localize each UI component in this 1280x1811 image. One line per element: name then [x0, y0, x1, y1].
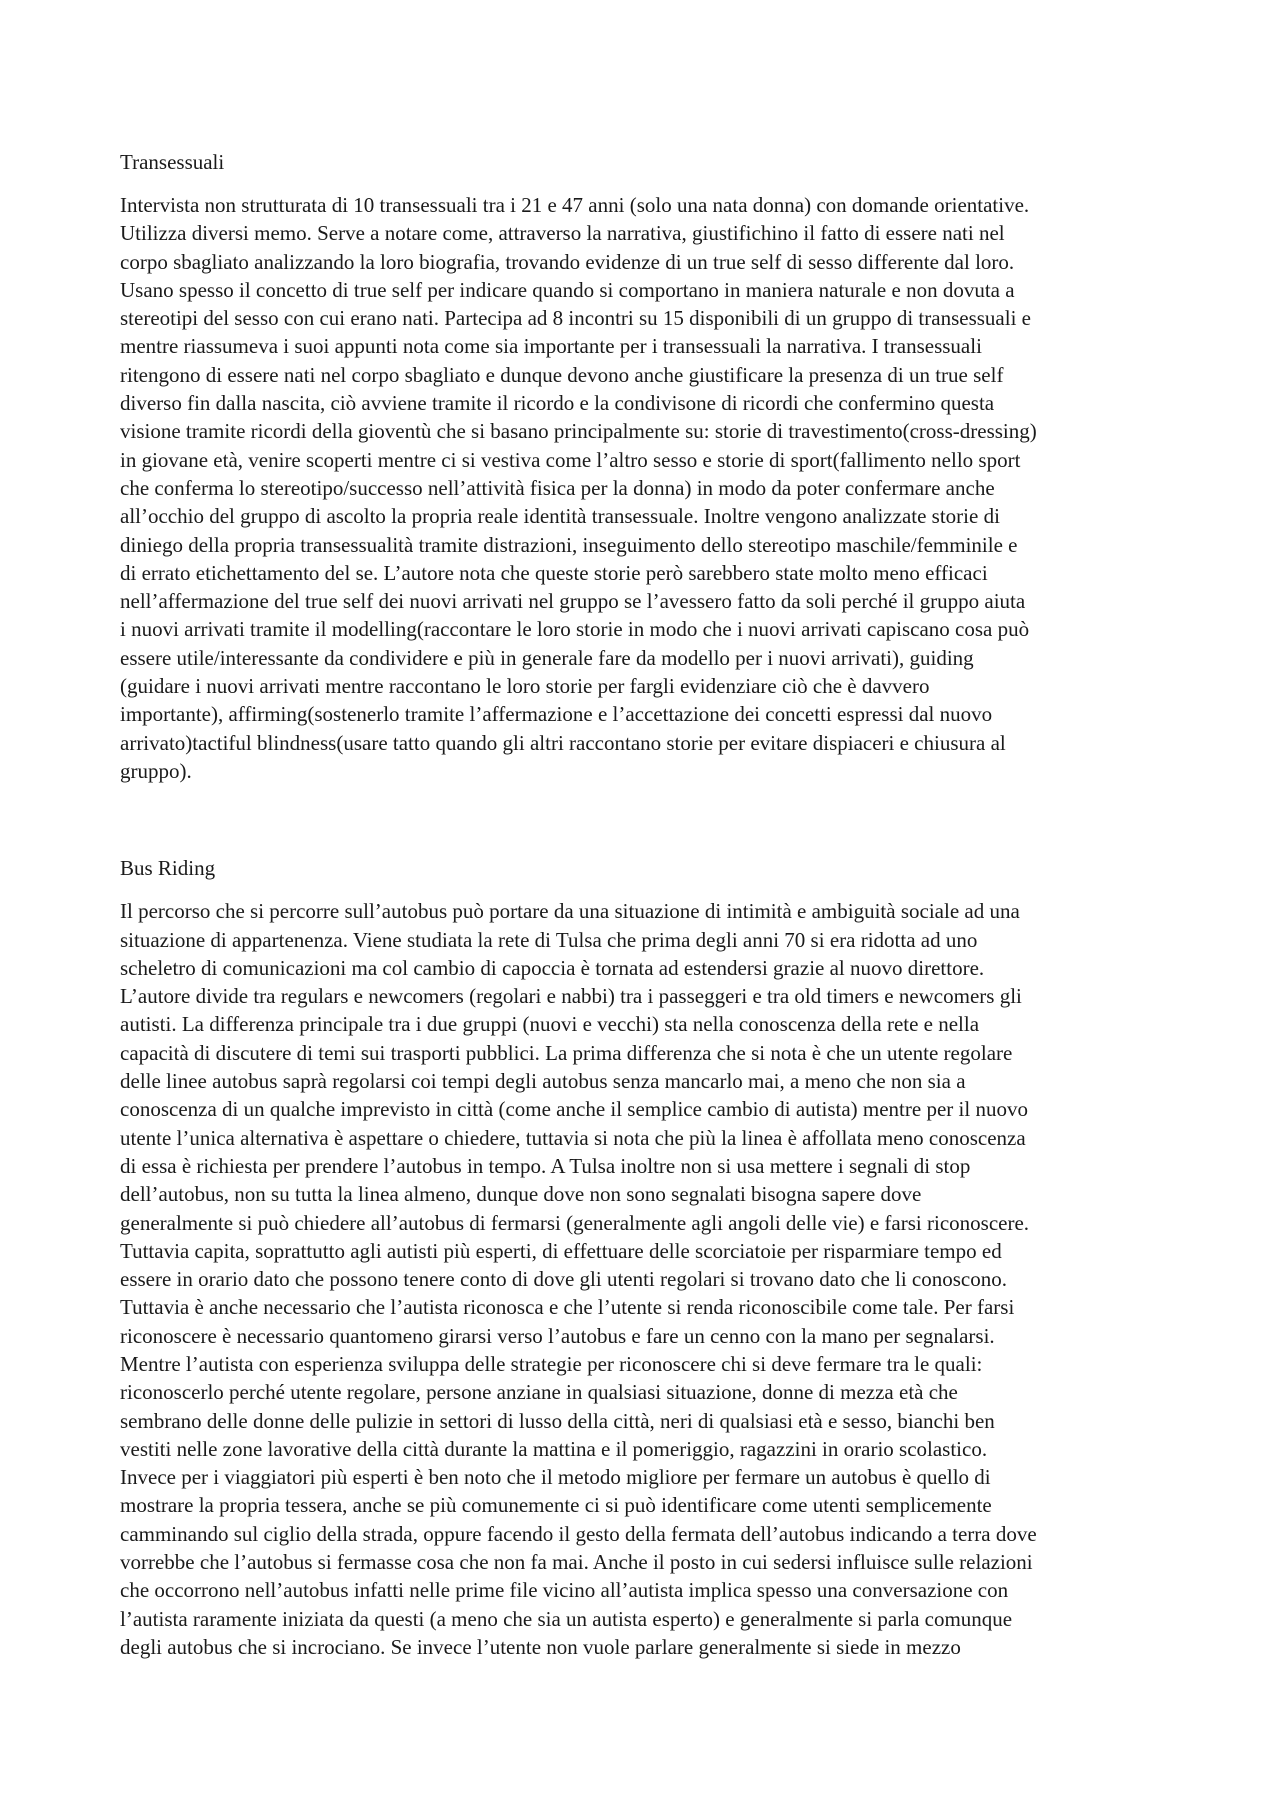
text-line: L’autore divide tra regulars e newcomers (regolari e nabbi) tra i passeggeri e tra old timers e newcomers gli [120, 984, 1022, 1009]
text-line: degli autobus che si incrociano. Se invece l’utente non vuole parlare generalmente si siede in mezzo [120, 1634, 961, 1659]
text-line: situazione di appartenenza. Viene studiata la rete di Tulsa che prima degli anni 70 si era ridotta ad uno [120, 927, 978, 952]
text-line: essere utile/interessante da condividere e più in generale fare da modello per i nuovi arrivati), guiding [120, 645, 974, 670]
section-title-bus-riding: Bus Riding [120, 856, 216, 881]
text-line: gruppo). [120, 758, 192, 783]
text-line: che occorrono nell’autobus infatti nelle prime file vicino all’autista implica spesso una conversazione con [120, 1578, 1009, 1603]
section-body-transessuali [120, 191, 1170, 785]
text-line: Tuttavia capita, soprattutto agli autisti più esperti, di effettuare delle scorciatoie per risparmiare tempo ed [120, 1238, 1002, 1263]
text-line: all’occhio del gruppo di ascolto la propria reale identità transessuale. Inoltre vengono analizzate storie di [120, 504, 1000, 529]
text-line: nell’affermazione del true self dei nuovi arrivati nel gruppo se l’avessero fatto da soli perché il gruppo aiuta [120, 589, 1026, 614]
text-line: (guidare i nuovi arrivati mentre raccontano le loro storie per fargli evidenziare ciò che è davvero [120, 674, 930, 699]
text-line: generalmente si può chiedere all’autobus di fermarsi (generalmente agli angoli delle vie) e farsi riconoscere. [120, 1210, 1030, 1235]
text-line: in giovane età, venire scoperti mentre ci si vestiva come l’altro sesso e storie di sport(fallimento nello sport [120, 447, 1021, 472]
text-line: l’autista raramente iniziata da questi (a meno che sia un autista esperto) e generalmente si parla comunque [120, 1606, 1013, 1631]
text-line: conoscenza di un qualche imprevisto in città (come anche il semplice cambio di autista) mentre per il nuovo [120, 1097, 1028, 1122]
text-line: dell’autobus, non su tutta la linea almeno, dunque dove non sono segnalati bisogna sapere dove [120, 1182, 922, 1207]
section-title-transessuali: Transessuali [120, 150, 225, 174]
text-line: capacità di discutere di temi sui trasporti pubblici. La prima differenza che si nota è che un utente regolare [120, 1040, 1013, 1065]
text-line: utente l’unica alternativa è aspettare o chiedere, tuttavia si nota che più la linea è affollata meno conoscenza [120, 1125, 1026, 1150]
text-line: diverso fin dalla nascita, ciò avviene tramite il ricordo e la condivisone di ricordi che confermino questa [120, 391, 995, 416]
text-line: essere in orario dato che possono tenere conto di dove gli utenti regolari si trovano dato che li conoscono. [120, 1267, 1007, 1292]
text-line: sembrano delle donne delle pulizie in settori di lusso della città, neri di qualsiasi età e sesso, bianchi ben [120, 1408, 995, 1433]
text-line: Utilizza diversi memo. Serve a notare come, attraverso la narrativa, giustifichino il fatto di essere nati nel [120, 221, 1005, 246]
text-line: Invece per i viaggiatori più esperti è ben noto che il metodo migliore per fermare un autobus è quello di [120, 1465, 991, 1490]
text-line: camminando sul ciglio della strada, oppure facendo il gesto della fermata dell’autobus indicando a terra dove [120, 1521, 1037, 1546]
section-spacer [120, 785, 1170, 854]
text-line: di errato etichettamento del se. L’autore nota che queste storie però sarebbero state molto meno efficaci [120, 560, 988, 585]
text-line: scheletro di comunicazioni ma col cambio di capoccia è tornata ad estendersi grazie al nuovo direttore. [120, 955, 985, 980]
text-line: vestiti nelle zone lavorative della città durante la mattina e il pomeriggio, ragazzini in orario scolastico. [120, 1436, 988, 1461]
document-content [120, 148, 1170, 1661]
text-line: corpo sbagliato analizzando la loro biografia, trovando evidenze di un true self di sesso differente dal loro. [120, 249, 1015, 274]
text-line: riconoscere è necessario quantomeno girarsi verso l’autobus e fare un cenno con la mano per segnalarsi. [120, 1323, 995, 1348]
text-line: importante), affirming(sostenerlo tramite l’affermazione e l’accettazione dei concetti espressi dal nuovo [120, 702, 993, 727]
text-line: diniego della propria transessualità tramite distrazioni, inseguimento dello stereotipo maschile/femminile e [120, 532, 1018, 557]
text-line: delle linee autobus saprà regolarsi coi tempi degli autobus senza mancarlo mai, a meno che non sia a [120, 1069, 966, 1094]
text-line: riconoscerlo perché utente regolare, persone anziane in qualsiasi situazione, donne di mezza età che [120, 1380, 958, 1405]
text-line: mostrare la propria tessera, anche se più comunemente ci si può identificare come utenti semplicemente [120, 1493, 992, 1518]
text-line: Tuttavia è anche necessario che l’autista riconosca e che l’utente si renda riconoscibile come tale. Per farsi [120, 1295, 1015, 1320]
text-line: visione tramite ricordi della gioventù che si basano principalmente su: storie di travestimento(cross-dressing) [120, 419, 1037, 444]
text-line: che conferma lo stereotipo/successo nell’attività fisica per la donna) in modo da poter confermare anche [120, 475, 995, 500]
text-line: i nuovi arrivati tramite il modelling(raccontare le loro storie in modo che i nuovi arrivati capiscano cosa può [120, 617, 1030, 642]
text-line: vorrebbe che l’autobus si fermasse cosa che non fa mai. Anche il posto in cui sedersi influisce sulle relazioni [120, 1550, 1033, 1575]
text-line: mentre riassumeva i suoi appunti nota come sia importante per i transessuali la narrativa. I transessuali [120, 334, 982, 359]
text-line: Il percorso che si percorre sull’autobus può portare da una situazione di intimità e ambiguità sociale ad una [120, 899, 1020, 924]
section-body-bus-riding [120, 897, 1170, 1661]
text-line: stereotipi del sesso con cui erano nati. Partecipa ad 8 incontri su 15 disponibili di un gruppo di transessuali e [120, 306, 1031, 331]
text-line: Mentre l’autista con esperienza sviluppa delle strategie per riconoscere chi si deve fermare tra le quali: [120, 1351, 983, 1376]
text-line: di essa è richiesta per prendere l’autobus in tempo. A Tulsa inoltre non si usa mettere i segnali di stop [120, 1153, 971, 1178]
text-line: ritengono di essere nati nel corpo sbagliato e dunque devono anche giustificare la presenza di un true self [120, 362, 1004, 387]
text-line: Usano spesso il concetto di true self per indicare quando si comportano in maniera naturale e non dovuta a [120, 277, 1015, 302]
text-line: Intervista non strutturata di 10 transessuali tra i 21 e 47 anni (solo una nata donna) con domande orientative. [120, 193, 1030, 217]
text-line: arrivato)tactiful blindness(usare tatto quando gli altri raccontano storie per evitare dispiaceri e chiusura al [120, 730, 1006, 755]
text-line: autisti. La differenza principale tra i due gruppi (nuovi e vecchi) sta nella conoscenza della rete e nella [120, 1012, 980, 1037]
